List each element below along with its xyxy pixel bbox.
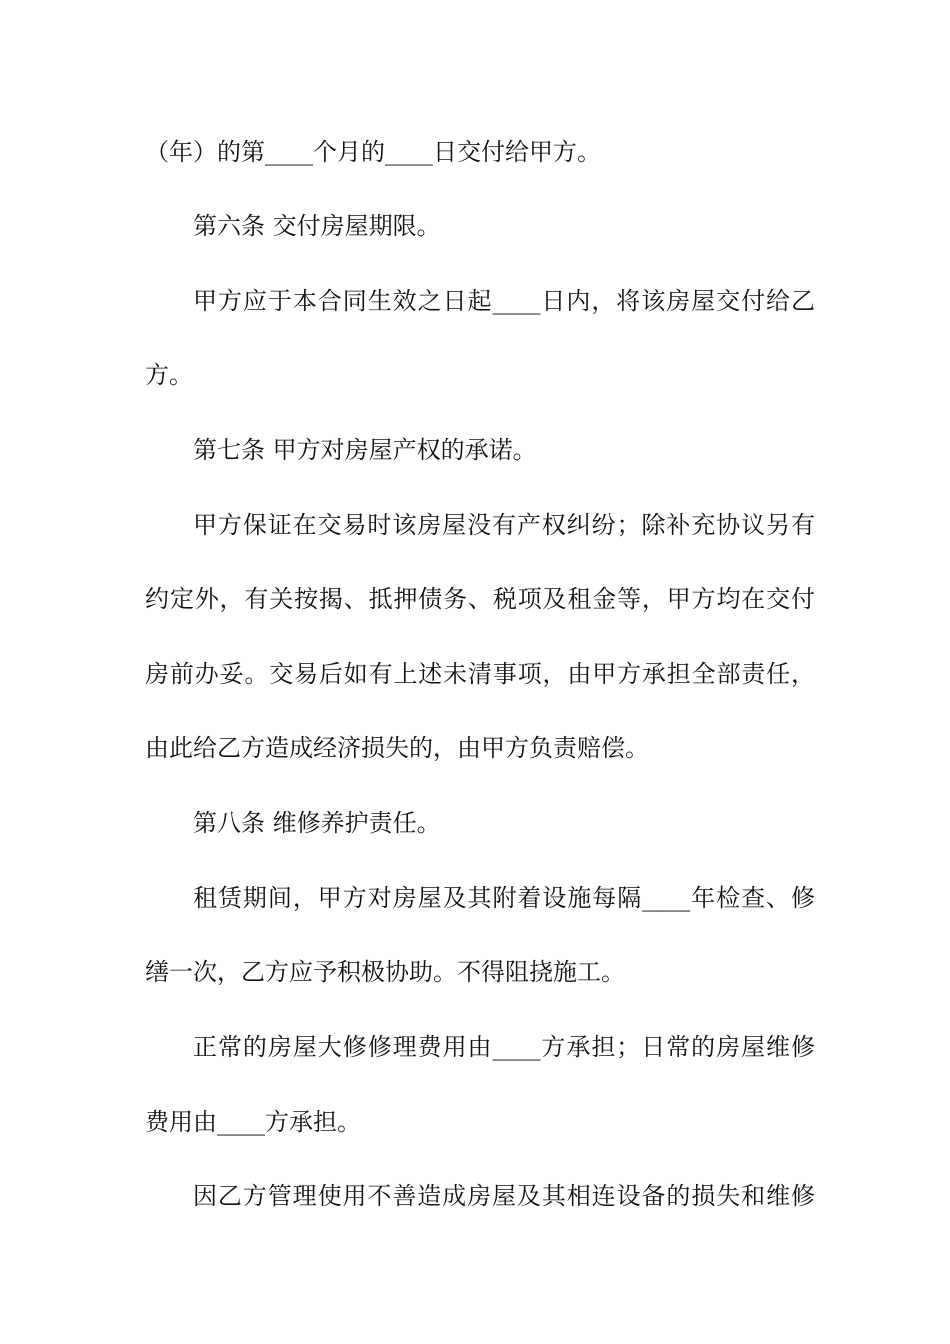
text-line-8: 房前办妥。交易后如有上述未清事项，由甲方承担全部责任， — [145, 660, 815, 688]
article-6-heading: 第六条 交付房屋期限。 — [193, 212, 441, 240]
text-line-1: （年）的第____个月的____日交付给甲方。 — [145, 138, 601, 166]
text-line-9: 由此给乙方造成经济损失的，由甲方负责赔偿。 — [145, 734, 649, 762]
text-line-12: 缮一次，乙方应予积极协助。不得阻挠施工。 — [145, 958, 625, 986]
text-line-14: 费用由____方承担。 — [145, 1108, 361, 1136]
text-line-7: 约定外，有关按揭、抵押债务、税项及租金等，甲方均在交付 — [145, 585, 815, 613]
text-line-15: 因乙方管理使用不善造成房屋及其相连设备的损失和维修 — [193, 1182, 815, 1210]
text-line-4: 方。 — [145, 361, 193, 389]
article-8-heading: 第八条 维修养护责任。 — [193, 809, 441, 837]
text-line-6: 甲方保证在交易时该房屋没有产权纠纷；除补充协议另有 — [193, 511, 815, 539]
text-line-11: 租赁期间，甲方对房屋及其附着设施每隔____年检查、修 — [193, 884, 815, 912]
article-7-heading: 第七条 甲方对房屋产权的承诺。 — [193, 436, 537, 464]
text-line-13: 正常的房屋大修修理费用由____方承担；日常的房屋维修 — [193, 1033, 815, 1061]
text-line-3: 甲方应于本合同生效之日起____日内，将该房屋交付给乙 — [193, 287, 815, 315]
